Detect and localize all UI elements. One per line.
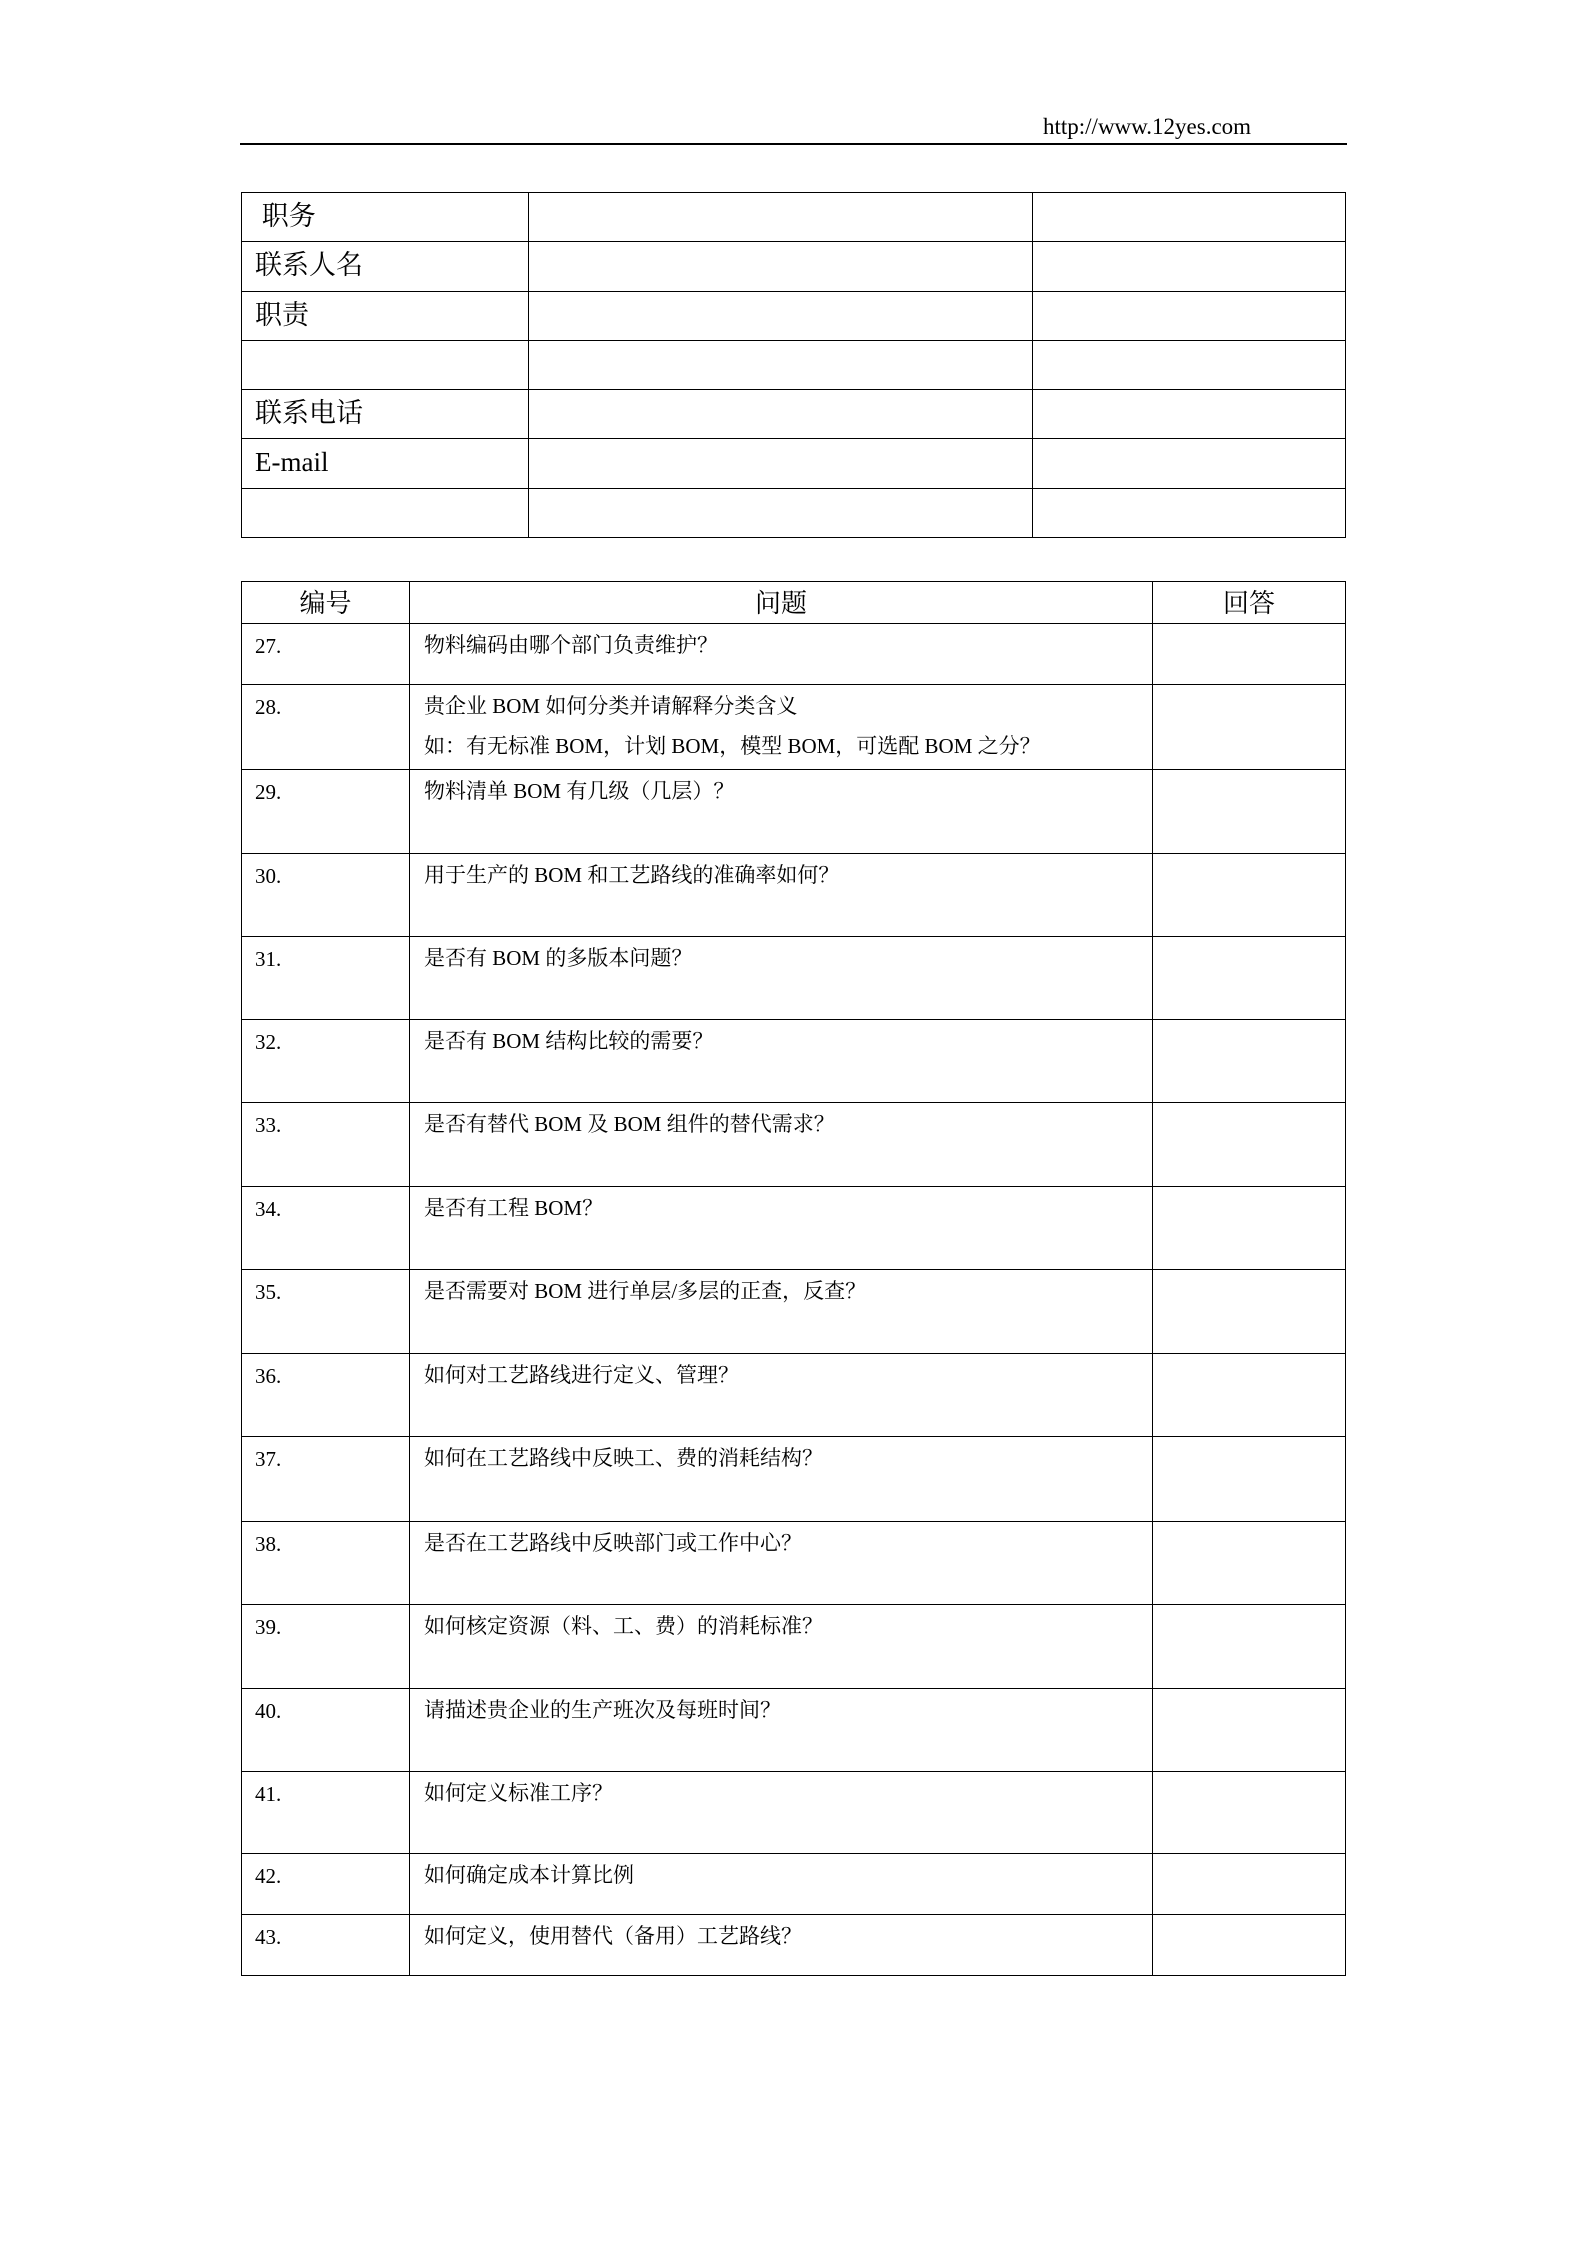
question-text-line: 如：有无标准 BOM，计划 BOM，模型 BOM，可选配 BOM 之分？ [424,734,1041,758]
question-row [242,1915,1346,1976]
question-text-line: 是否有工程 BOM？ [424,1196,604,1220]
question-number: 33. [242,1103,410,1187]
question-row [242,1187,1346,1270]
question-number: 27. [242,624,410,685]
question-text [410,770,1153,854]
contact-row [242,291,1346,340]
contact-value-cell[interactable] [529,488,1033,537]
question-row [242,937,1346,1020]
question-text [410,1020,1153,1103]
contact-row [242,488,1346,537]
question-text-line: 如何核定资源（料、工、费）的消耗标准？ [424,1614,823,1638]
column-header-number: 编号 [242,582,410,624]
contact-value-cell[interactable] [529,193,1033,242]
answer-cell[interactable] [1153,770,1346,854]
contact-extra-cell[interactable] [1033,193,1346,242]
answer-cell[interactable] [1153,624,1346,685]
question-text-line: 如何确定成本计算比例 [424,1863,634,1887]
contact-extra-cell[interactable] [1033,291,1346,340]
question-text [410,1915,1153,1976]
contact-row [242,439,1346,488]
question-text [410,1103,1153,1187]
answer-cell[interactable] [1153,1187,1346,1270]
contact-row [242,193,1346,242]
question-row [242,770,1346,854]
question-text-line: 是否需要对 BOM 进行单层/多层的正查，反查？ [424,1279,867,1303]
question-number: 40. [242,1689,410,1772]
question-text [410,1689,1153,1772]
contact-value-cell[interactable] [529,340,1033,389]
question-text [410,1605,1153,1689]
contact-label: 职务 [242,193,529,242]
question-table [241,581,1346,1976]
answer-cell[interactable] [1153,685,1346,770]
answer-cell[interactable] [1153,1854,1346,1915]
question-text-line: 是否有 BOM 的多版本问题？ [424,946,693,970]
contact-extra-cell[interactable] [1033,439,1346,488]
question-row [242,1854,1346,1915]
question-text [410,1437,1153,1522]
answer-cell[interactable] [1153,1689,1346,1772]
contact-row [242,390,1346,439]
contact-row [242,340,1346,389]
question-row [242,685,1346,770]
question-text-line: 请描述贵企业的生产班次及每班时间？ [424,1698,781,1722]
answer-cell[interactable] [1153,1437,1346,1522]
question-text-line: 是否有替代 BOM 及 BOM 组件的替代需求？ [424,1112,835,1136]
answer-cell[interactable] [1153,1522,1346,1605]
question-number: 37. [242,1437,410,1522]
question-text [410,624,1153,685]
question-text-line: 如何定义，使用替代（备用）工艺路线？ [424,1924,802,1948]
question-row [242,1689,1346,1772]
answer-cell[interactable] [1153,937,1346,1020]
question-number: 29. [242,770,410,854]
contact-extra-cell[interactable] [1033,390,1346,439]
question-row [242,1772,1346,1854]
contact-value-cell[interactable] [529,291,1033,340]
answer-cell[interactable] [1153,854,1346,937]
question-number: 32. [242,1020,410,1103]
header-url: http://www.12yes.com [1043,114,1252,139]
question-number: 38. [242,1522,410,1605]
question-number: 28. [242,685,410,770]
contact-label [242,340,529,389]
column-header-answer: 回答 [1153,582,1346,624]
answer-cell[interactable] [1153,1354,1346,1437]
question-row [242,1103,1346,1187]
question-text-line: 如何定义标准工序？ [424,1781,613,1805]
contact-extra-cell[interactable] [1033,242,1346,291]
contact-info-table [241,192,1346,538]
question-row [242,1270,1346,1354]
question-text [410,1354,1153,1437]
question-row [242,624,1346,685]
contact-value-cell[interactable] [529,390,1033,439]
answer-cell[interactable] [1153,1103,1346,1187]
contact-extra-cell[interactable] [1033,488,1346,537]
contact-value-cell[interactable] [529,439,1033,488]
answer-cell[interactable] [1153,1270,1346,1354]
question-text [410,1772,1153,1854]
question-row [242,1437,1346,1522]
answer-cell[interactable] [1153,1605,1346,1689]
question-text [410,685,1153,770]
question-number: 35. [242,1270,410,1354]
question-text [410,1854,1153,1915]
question-text-line: 贵企业 BOM 如何分类并请解释分类含义 [424,694,798,718]
question-number: 30. [242,854,410,937]
contact-label: 联系人名 [242,242,529,291]
question-number: 42. [242,1854,410,1915]
question-number: 41. [242,1772,410,1854]
question-table-header-row [242,582,1346,624]
contact-info-body [242,193,1346,538]
question-row [242,854,1346,937]
question-text-line: 物料编码由哪个部门负责维护？ [424,633,718,657]
answer-cell[interactable] [1153,1915,1346,1976]
question-number: 34. [242,1187,410,1270]
answer-cell[interactable] [1153,1020,1346,1103]
question-text-line: 是否有 BOM 结构比较的需要？ [424,1029,714,1053]
question-table-body [242,624,1346,1976]
contact-label: 联系电话 [242,390,529,439]
question-text-line: 如何对工艺路线进行定义、管理？ [424,1363,739,1387]
question-text [410,1270,1153,1354]
column-header-question: 问题 [410,582,1153,624]
question-number: 39. [242,1605,410,1689]
question-text-line: 用于生产的 BOM 和工艺路线的准确率如何？ [424,863,840,887]
contact-label [242,488,529,537]
contact-label: E-mail [242,439,529,488]
contact-extra-cell[interactable] [1033,340,1346,389]
question-number: 36. [242,1354,410,1437]
contact-value-cell[interactable] [529,242,1033,291]
contact-row [242,242,1346,291]
question-number: 43. [242,1915,410,1976]
question-number: 31. [242,937,410,1020]
header-divider [240,143,1347,145]
question-text [410,1522,1153,1605]
question-row [242,1522,1346,1605]
question-text [410,937,1153,1020]
question-row [242,1020,1346,1103]
question-text [410,854,1153,937]
question-row [242,1354,1346,1437]
question-text-line: 是否在工艺路线中反映部门或工作中心？ [424,1531,802,1555]
contact-label: 职责 [242,291,529,340]
question-text-line: 物料清单 BOM 有几级（几层）？ [424,779,735,803]
question-text-line: 如何在工艺路线中反映工、费的消耗结构？ [424,1446,823,1470]
question-text [410,1187,1153,1270]
answer-cell[interactable] [1153,1772,1346,1854]
question-row [242,1605,1346,1689]
